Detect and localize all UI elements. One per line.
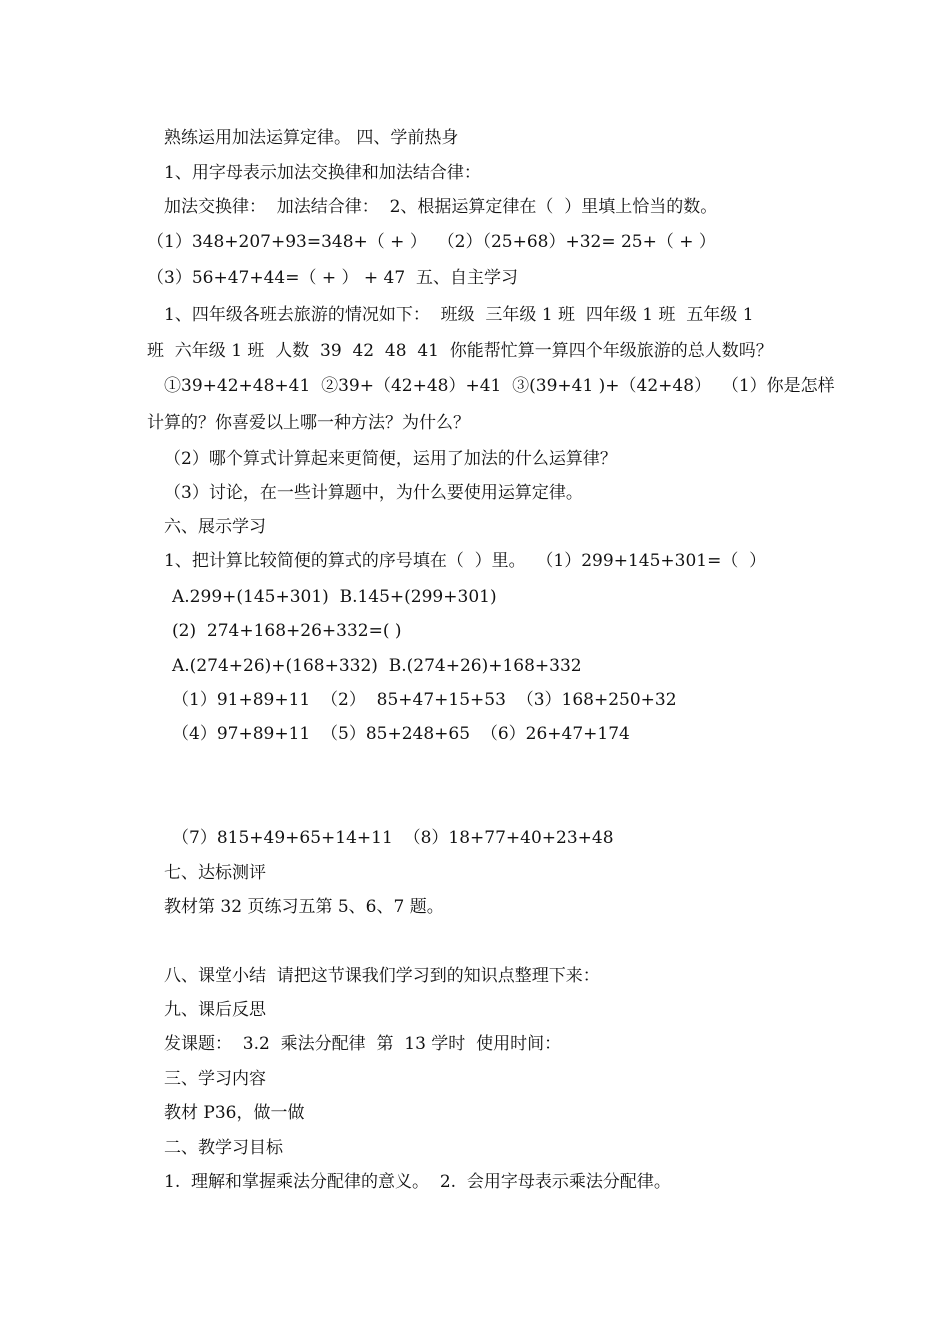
text-line-10: （2）哪个算式计算起来更简便，运用了加法的什么运算律？ (164, 449, 617, 469)
section-heading: 七、达标测评 (164, 863, 266, 883)
text-line-2: 1、用字母表示加法交换律和加法结合律： (164, 163, 481, 183)
text-line-16: A.(274+26)+(168+332) B.(274+26)+168+332 (172, 656, 582, 676)
text-line-28: 1. 理解和掌握乘法分配律的意义。 2. 会用字母表示乘法分配律。 (164, 1172, 671, 1192)
text-line-3: 加法交换律： 加法结合律： 2、根据运算定律在（ ）里填上恰当的数。 (164, 197, 718, 217)
text-line-17: （1）91+89+11 （2） 85+47+15+53 （3）168+250+32 (172, 690, 677, 710)
text-line-8: ①39+42+48+41 ②39+（42+48）+41 ③(39+41 )+（42+48） （1）你是怎样 (164, 376, 835, 396)
section-heading: 六、展示学习 (164, 517, 266, 537)
text-line-24: 发课题： 3.2 乘法分配律 第 13 学时 使用时间： (164, 1034, 562, 1054)
text-line-6: 1、四年级各班去旅游的情况如下： 班级 三年级 1 班 四年级 1 班 五年级 1 (164, 305, 754, 325)
text-line-13: 1、把计算比较简便的算式的序号填在（ ）里。 （1）299+145+301=（ ） (164, 551, 767, 571)
section-heading: 八、课堂小结 请把这节课我们学习到的知识点整理下来： (164, 966, 600, 986)
section-heading: 二、教学习目标 (164, 1138, 283, 1158)
text-line-9: 计算的？你喜爱以上哪一种方法？为什么？ (147, 413, 470, 433)
text-line-11: （3）讨论，在一些计算题中，为什么要使用运算定律。 (164, 483, 583, 503)
text-line-1: 熟练运用加法运算定律。 四、学前热身 (164, 128, 459, 148)
section-heading: 三、学习内容 (164, 1069, 266, 1089)
text-line-19: （7）815+49+65+14+11 （8）18+77+40+23+48 (172, 828, 614, 848)
text-line-15: (2) 274+168+26+332=( ) (172, 621, 402, 641)
text-line-5: （3）56+47+44=（ + ） + 47 五、自主学习 (147, 268, 518, 288)
text-line-7: 班 六年级 1 班 人数 39 42 48 41 你能帮忙算一算四个年级旅游的总人数吗？ (147, 341, 773, 361)
section-heading: 九、课后反思 (164, 1000, 266, 1020)
text-line-26: 教材 P36，做一做 (164, 1103, 305, 1123)
text-line-18: （4）97+89+11 （5）85+248+65 （6）26+47+174 (172, 724, 630, 744)
text-line-4: （1）348+207+93=348+（ + ） （2）（25+68）+32= 25+（ + ） (147, 232, 716, 252)
text-line-21: 教材第 32 页练习五第 5、6、7 题。 (164, 897, 444, 917)
text-line-14: A.299+(145+301) B.145+(299+301) (172, 587, 497, 607)
